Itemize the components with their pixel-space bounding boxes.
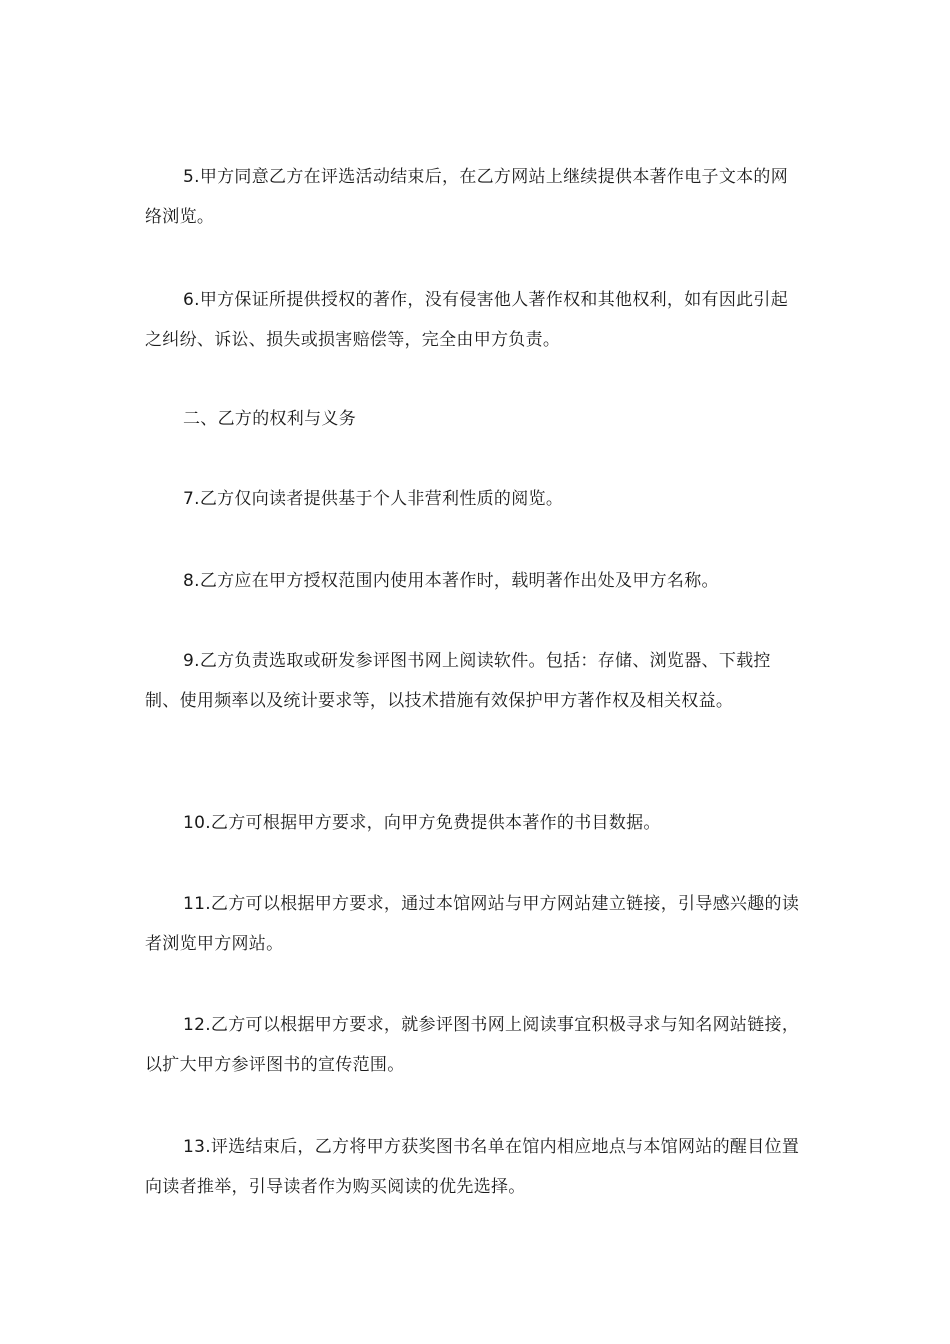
clause-13: 13.评选结束后，乙方将甲方获奖图书名单在馆内相应地点与本馆网站的醒目位置向读者推举，引导读者作为购买阅读的优先选择。 (145, 1137, 800, 1197)
clause-9: 9.乙方负责选取或研发参评图书网上阅读软件。包括：存储、浏览器、下载控制、使用频率以及统计要求等，以技术措施有效保护甲方著作权及相关权益。 (145, 651, 771, 711)
clause-12: 12.乙方可以根据甲方要求，就参评图书网上阅读事宜积极寻求与知名网站链接，以扩大甲方参评图书的宣传范围。 (145, 1015, 800, 1075)
clause-6: 6.甲方保证所提供授权的著作，没有侵害他人著作权和其他权利，如有因此引起之纠纷、诉讼、损失或损害赔偿等，完全由甲方负责。 (145, 290, 789, 350)
clause-10: 10.乙方可根据甲方要求，向甲方免费提供本著作的书目数据。 (183, 813, 661, 833)
clause-7: 7.乙方仅向读者提供基于个人非营利性质的阅览。 (183, 489, 564, 509)
clause-11: 11.乙方可以根据甲方要求，通过本馆网站与甲方网站建立链接，引导感兴趣的读者浏览甲方网站。 (145, 894, 800, 954)
clause-8: 8.乙方应在甲方授权范围内使用本著作时，载明著作出处及甲方名称。 (183, 571, 719, 591)
clause-5: 5.甲方同意乙方在评选活动结束后，在乙方网站上继续提供本著作电子文本的网络浏览。 (145, 167, 789, 227)
section-heading-party-b-rights: 二、乙方的权利与义务 (183, 409, 356, 429)
